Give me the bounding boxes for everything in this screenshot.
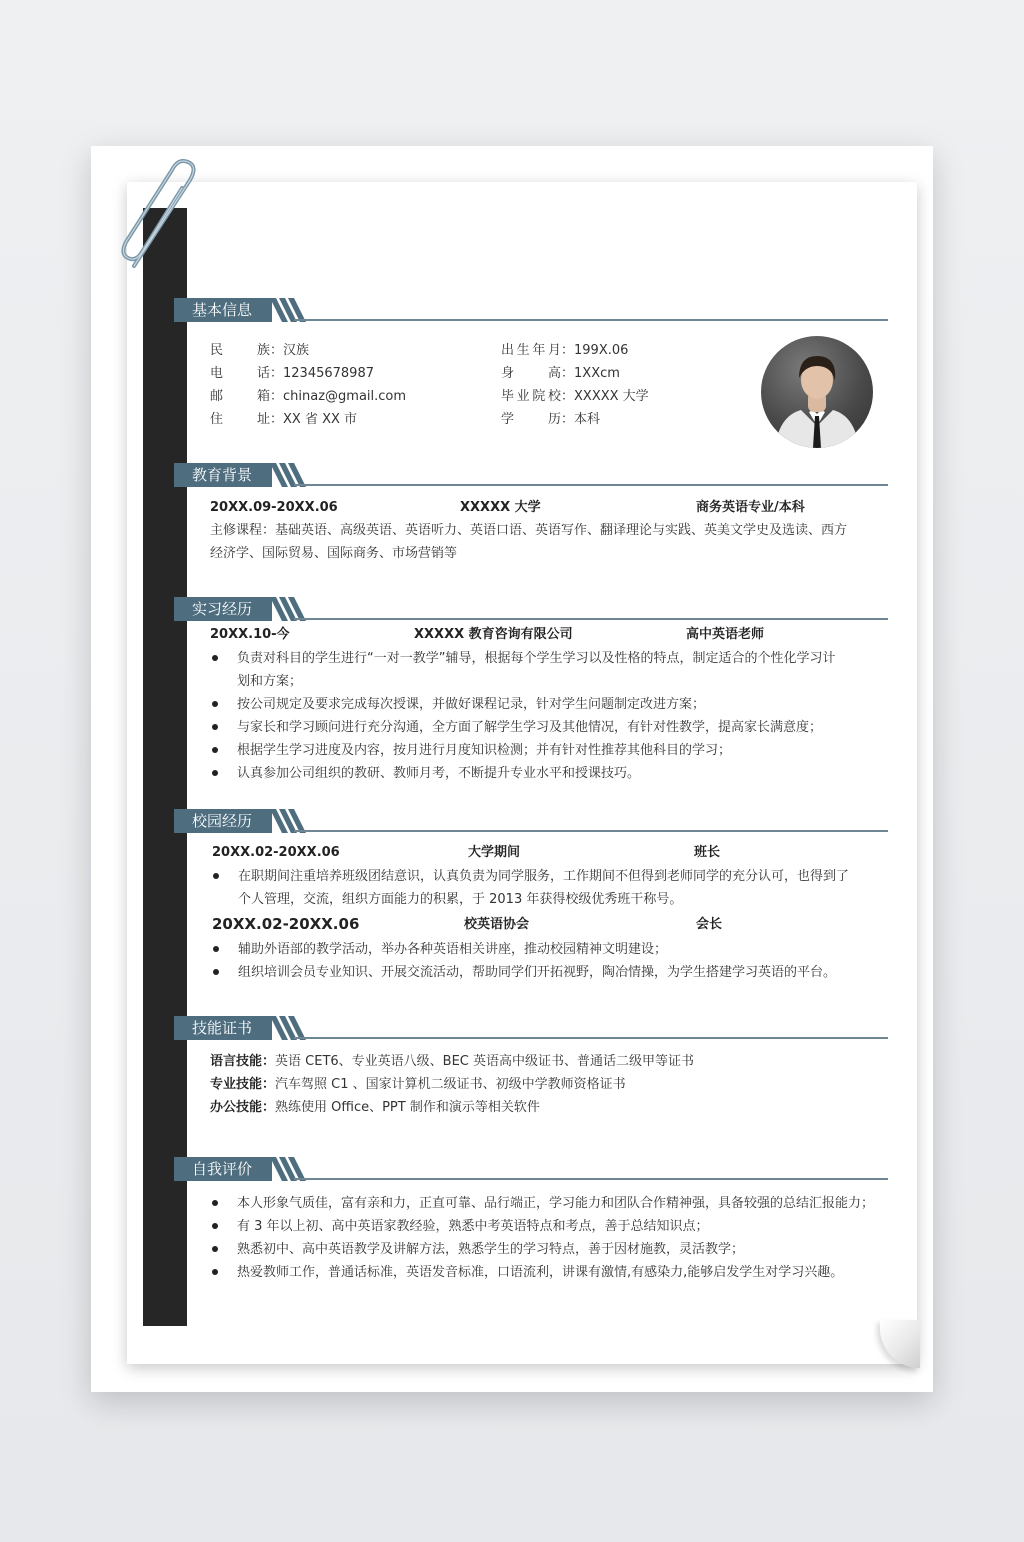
- info-birth: 出生年月：199X.06: [501, 343, 629, 358]
- campus-org-1: 大学期间: [468, 845, 521, 860]
- self-item: 熟悉初中、高中英语教学及讲解方法，熟悉学生的学习特点，善于因材施教，灵活教学；: [237, 1242, 745, 1257]
- self-item: 有 3 年以上初、高中英语家教经验，熟悉中考英语特点和考点，善于总结知识点；: [237, 1219, 709, 1234]
- internship-item: 与家长和学习顾问进行充分沟通，全方面了解学生学习及其他情况，有针对性教学，提高家长满意度；: [237, 720, 823, 735]
- info-height: 身 高：1XXcm: [501, 366, 620, 381]
- internship-item: 认真参加公司组织的教研、教师月考，不断提升专业水平和授课技巧。: [237, 766, 641, 781]
- section-education: [174, 463, 888, 489]
- skill-office: 办公技能：熟练使用 Office、PPT 制作和演示等相关软件: [210, 1100, 540, 1115]
- section-title: 实习经历: [174, 597, 272, 621]
- campus-desc-line1: 在职期间注重培养班级团结意识，认真负责为同学服务，工作期间不但得到老师同学的充分认可，也得到了: [238, 869, 850, 884]
- campus-date-1: 20XX.02-20XX.06: [212, 845, 340, 860]
- internship-item: 负责对科目的学生进行“一对一教学”辅导，根据每个学生学习以及性格的特点，制定适合的个性化学习计: [237, 651, 836, 666]
- self-item: 热爱教师工作，普通话标准，英语发音标准，口语流利，讲课有激情,有感染力,能够启发学生对学习兴趣。: [237, 1265, 844, 1280]
- internship-company: XXXXX 教育咨询有限公司: [414, 627, 573, 642]
- bullet: [212, 724, 218, 730]
- skill-language: 语言技能：英语 CET6、专业英语八级、BEC 英语高中级证书、普通话二级甲等证书: [210, 1054, 694, 1069]
- internship-item-cont: 划和方案；: [237, 674, 303, 689]
- education-school: XXXXX 大学: [460, 500, 541, 515]
- paperclip-icon: [112, 158, 212, 278]
- education-date: 20XX.09-20XX.06: [210, 500, 338, 515]
- internship-date: 20XX.10-今: [210, 627, 290, 642]
- info-degree: 学 历：本科: [501, 412, 601, 427]
- section-title: 基本信息: [174, 298, 272, 322]
- bullet: [213, 873, 219, 879]
- section-divider: [294, 1037, 888, 1039]
- bullet: [212, 1223, 218, 1229]
- campus-desc-line2: 个人管理，交流，组织方面能力的积累，于 2013 年获得校级优秀班干称号。: [238, 892, 683, 907]
- section-title: 自我评价: [174, 1157, 272, 1181]
- campus-item: 组织培训会员专业知识、开展交流活动，帮助同学们开拓视野，陶冶情操，为学生搭建学习英语的平台。: [238, 965, 837, 980]
- info-email: 邮 箱：chinaz@gmail.com: [210, 389, 407, 404]
- internship-item: 根据学生学习进度及内容，按月进行月度知识检测；并有针对性推荐其他科目的学习；: [237, 743, 732, 758]
- campus-role-2: 会长: [696, 917, 723, 932]
- bullet: [212, 701, 218, 707]
- info-phone: 电 话：12345678987: [210, 366, 374, 381]
- campus-role-1: 班长: [694, 845, 721, 860]
- section-divider: [294, 484, 888, 486]
- section-divider: [294, 830, 888, 832]
- avatar: [761, 336, 873, 448]
- education-major: 商务英语专业/本科: [696, 500, 805, 515]
- section-internship: [174, 597, 888, 623]
- info-address: 住 址：XX 省 XX 市: [210, 412, 358, 427]
- campus-item: 辅助外语部的教学活动，举办各种英语相关讲座，推动校园精神文明建设；: [238, 942, 668, 957]
- bullet: [212, 1269, 218, 1275]
- section-divider: [294, 618, 888, 620]
- section-title: 技能证书: [174, 1016, 272, 1040]
- section-basic-info: [174, 298, 888, 324]
- bullet: [212, 770, 218, 776]
- section-skills: [174, 1016, 888, 1042]
- section-self-evaluation: [174, 1157, 888, 1183]
- info-school: 毕业院校：XXXXX 大学: [501, 389, 649, 404]
- campus-date-2: 20XX.02-20XX.06: [212, 915, 360, 933]
- bullet: [212, 1200, 218, 1206]
- bullet: [212, 747, 218, 753]
- education-courses-line1: 主修课程：基础英语、高级英语、英语听力、英语口语、英语写作、翻译理论与实践、英美文学史及选读、西方: [210, 523, 848, 538]
- section-title: 校园经历: [174, 809, 272, 833]
- skill-professional: 专业技能：汽车驾照 C1 、国家计算机二级证书、初级中学教师资格证书: [210, 1077, 626, 1092]
- info-ethnicity: 民 族：汉族: [210, 343, 310, 358]
- campus-org-2: 校英语协会: [464, 917, 530, 932]
- bullet: [213, 946, 219, 952]
- bullet: [213, 969, 219, 975]
- section-title: 教育背景: [174, 463, 272, 487]
- internship-item: 按公司规定及要求完成每次授课，并做好课程记录，针对学生问题制定改进方案；: [237, 697, 706, 712]
- bullet: [212, 1246, 218, 1252]
- person-photo-icon: [761, 336, 873, 448]
- section-campus: [174, 809, 888, 835]
- section-divider: [294, 1178, 888, 1180]
- self-item: 本人形象气质佳，富有亲和力，正直可靠、品行端正，学习能力和团队合作精神强，具备较强的总结汇报能力；: [237, 1196, 875, 1211]
- bullet: [212, 655, 218, 661]
- education-courses-line2: 经济学、国际贸易、国际商务、市场营销等: [210, 546, 458, 561]
- internship-role: 高中英语老师: [686, 627, 765, 642]
- section-divider: [294, 319, 888, 321]
